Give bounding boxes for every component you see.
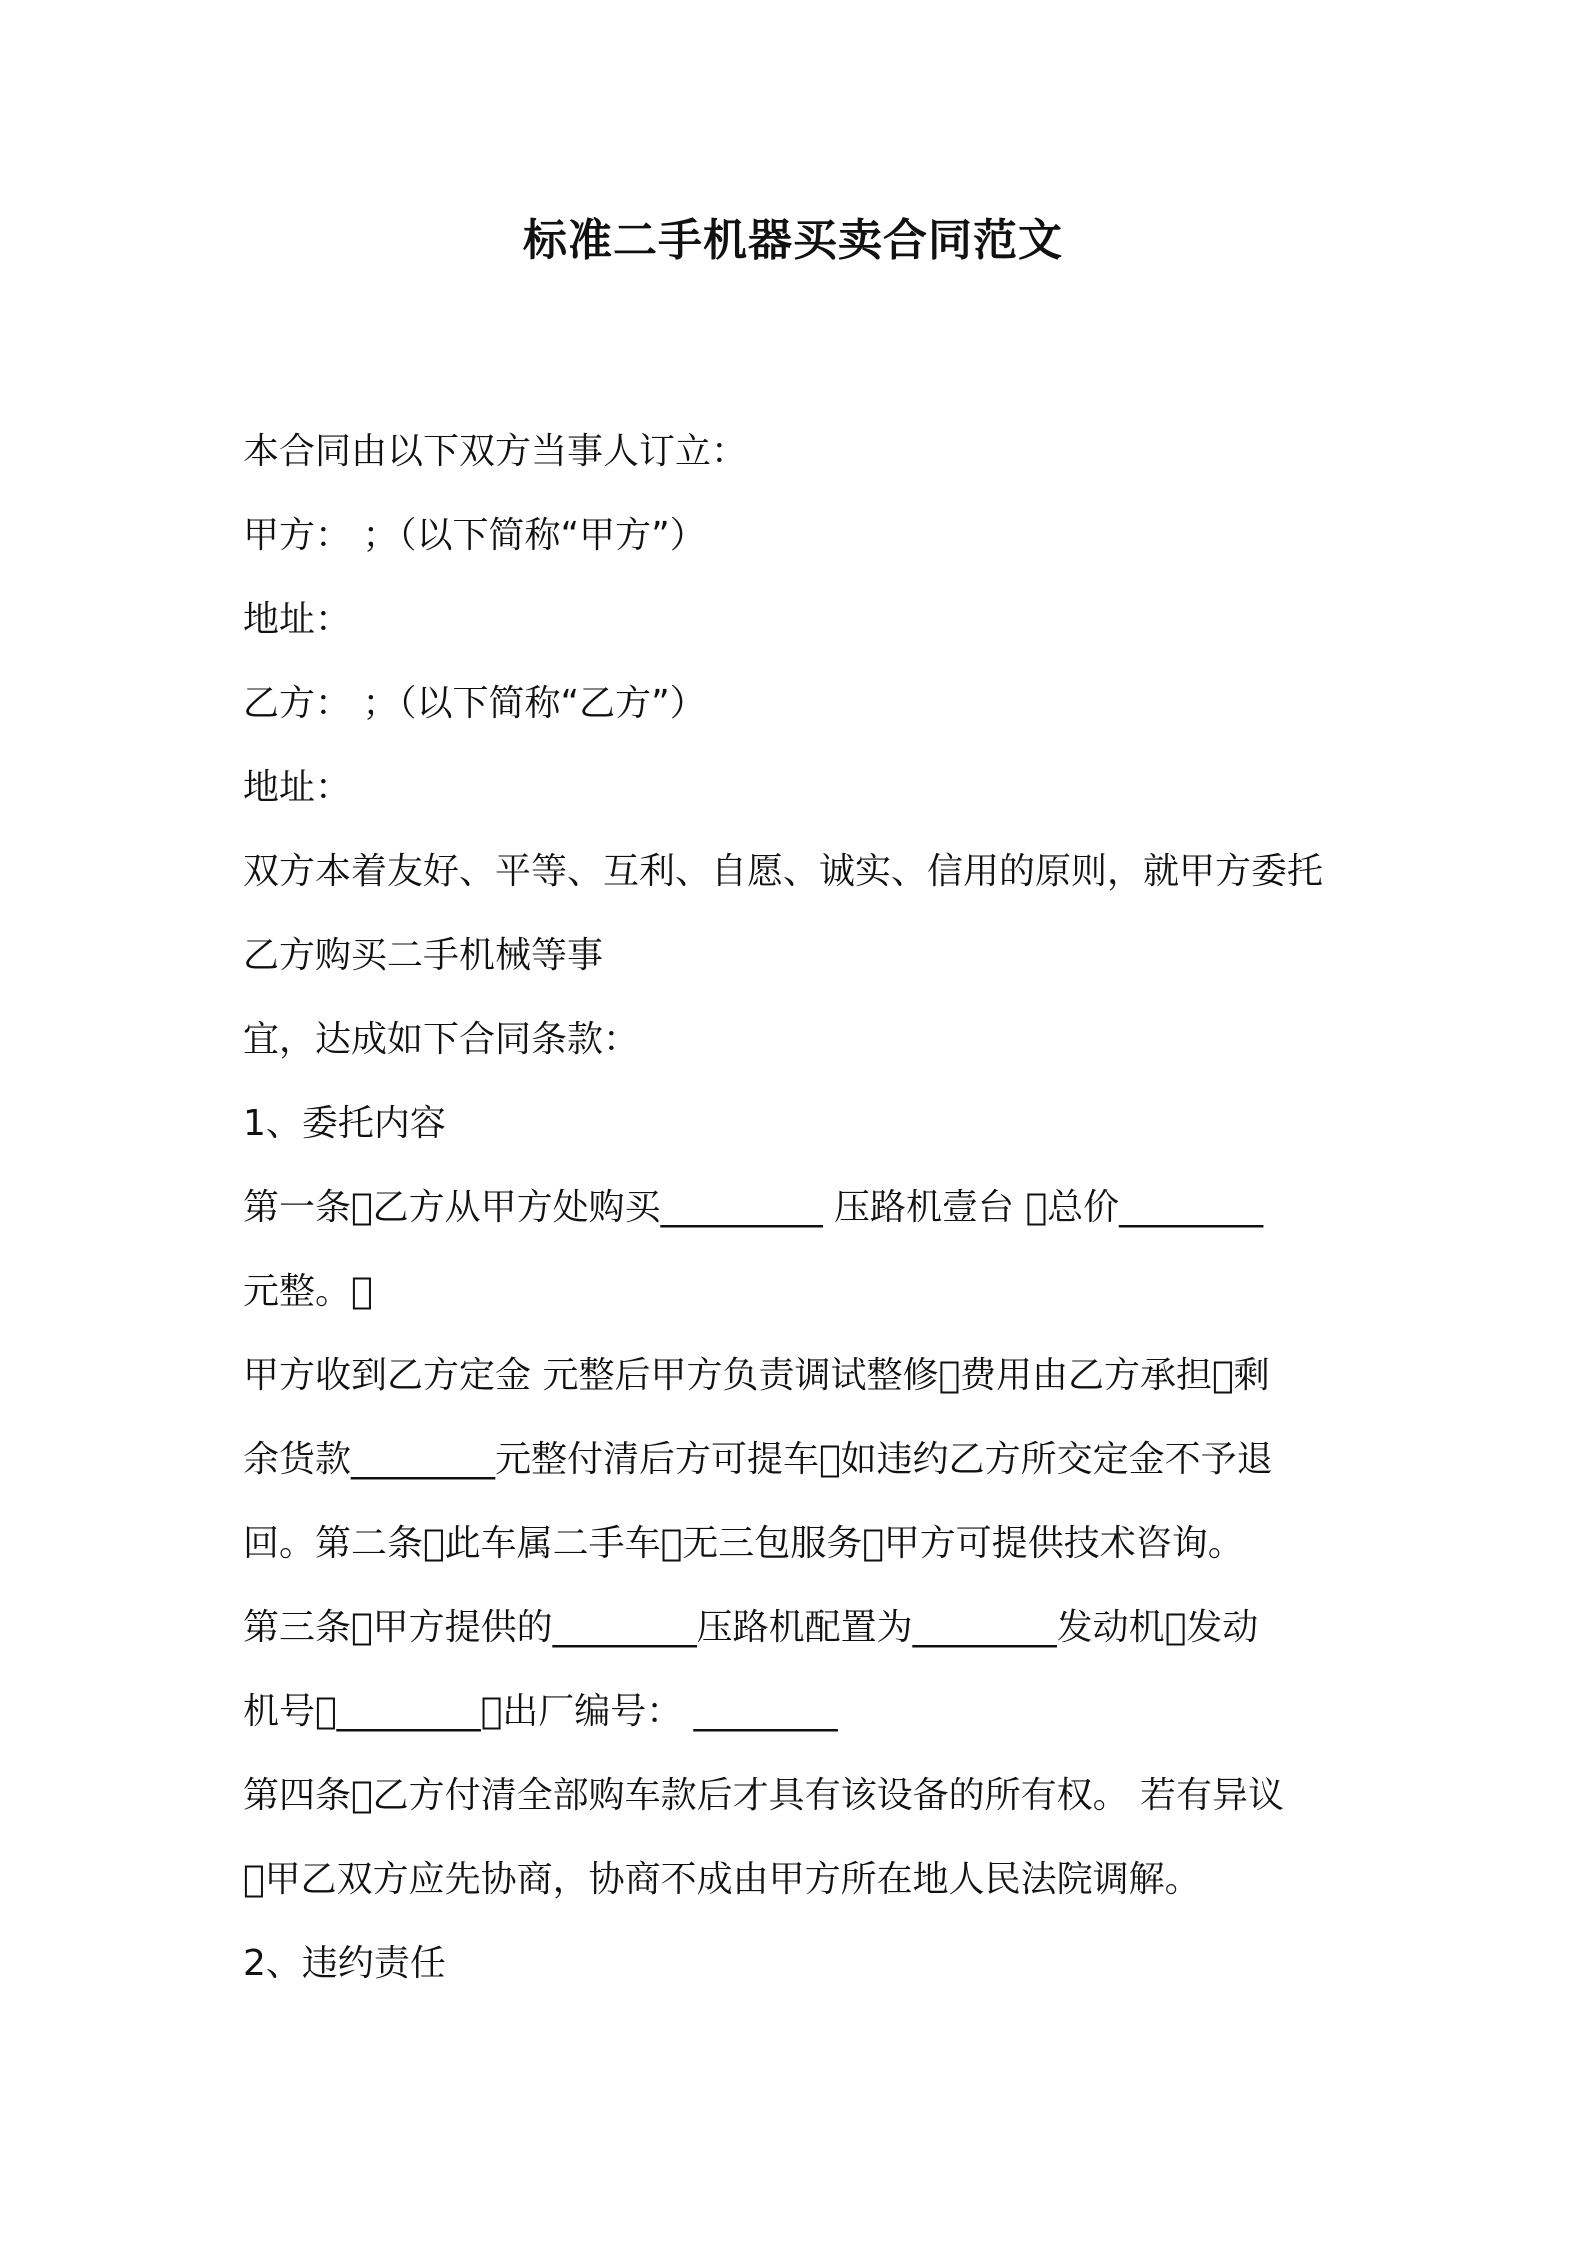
clause-3-line-2: 机号￾________￾出厂编号： ________ [243, 1691, 838, 1732]
section-heading-entrustment: 1、委托内容 [243, 1103, 446, 1144]
principles-line-2: 乙方购买二手机械等事 [243, 935, 604, 976]
intro-line: 本合同由以下双方当事人订立： [243, 431, 748, 472]
clause-4-line: 第四条￾乙方付清全部购车款后才具有该设备的所有权。 若有异议 [243, 1775, 1285, 1816]
clause-4-line-2: ￾甲乙双方应先协商，协商不成由甲方所在地人民法院调解。 [243, 1859, 1201, 1900]
section-heading-liability: 2、违约责任 [243, 1943, 446, 1984]
principles-line: 双方本着友好、平等、互利、自愿、诚实、信用的原则，就甲方委托 [243, 851, 1324, 892]
document-body [243, 410, 1363, 2006]
principles-line-3: 宜，达成如下合同条款： [243, 1019, 640, 1060]
party-b-address-line: 地址： [243, 767, 352, 808]
party-a-line: 甲方： ；（以下简称“甲方”） [243, 515, 706, 556]
clause-3-line: 第三条￾甲方提供的________压路机配置为________发动机￾发动 [243, 1607, 1259, 1648]
clause-1-line: 第一条￾乙方从甲方处购买_________ 压路机壹台 ￾总价________ [243, 1187, 1264, 1228]
party-a-address-line: 地址： [243, 599, 352, 640]
deposit-line: 甲方收到乙方定金 元整后甲方负责调试整修￾费用由乙方承担￾剩 [243, 1355, 1270, 1396]
clause-1-line-2: 元整。￾ [243, 1271, 373, 1312]
deposit-line-2: 余货款________元整付清后方可提车￾如违约乙方所交定金不予退 [243, 1439, 1273, 1480]
party-b-line: 乙方： ；（以下简称“乙方”） [243, 683, 706, 724]
document-title: 标准二手机器买卖合同范文 [523, 215, 1063, 266]
clause-2-line: 回。第二条￾此车属二手车￾无三包服务￾甲方可提供技术咨询。 [243, 1523, 1244, 1564]
